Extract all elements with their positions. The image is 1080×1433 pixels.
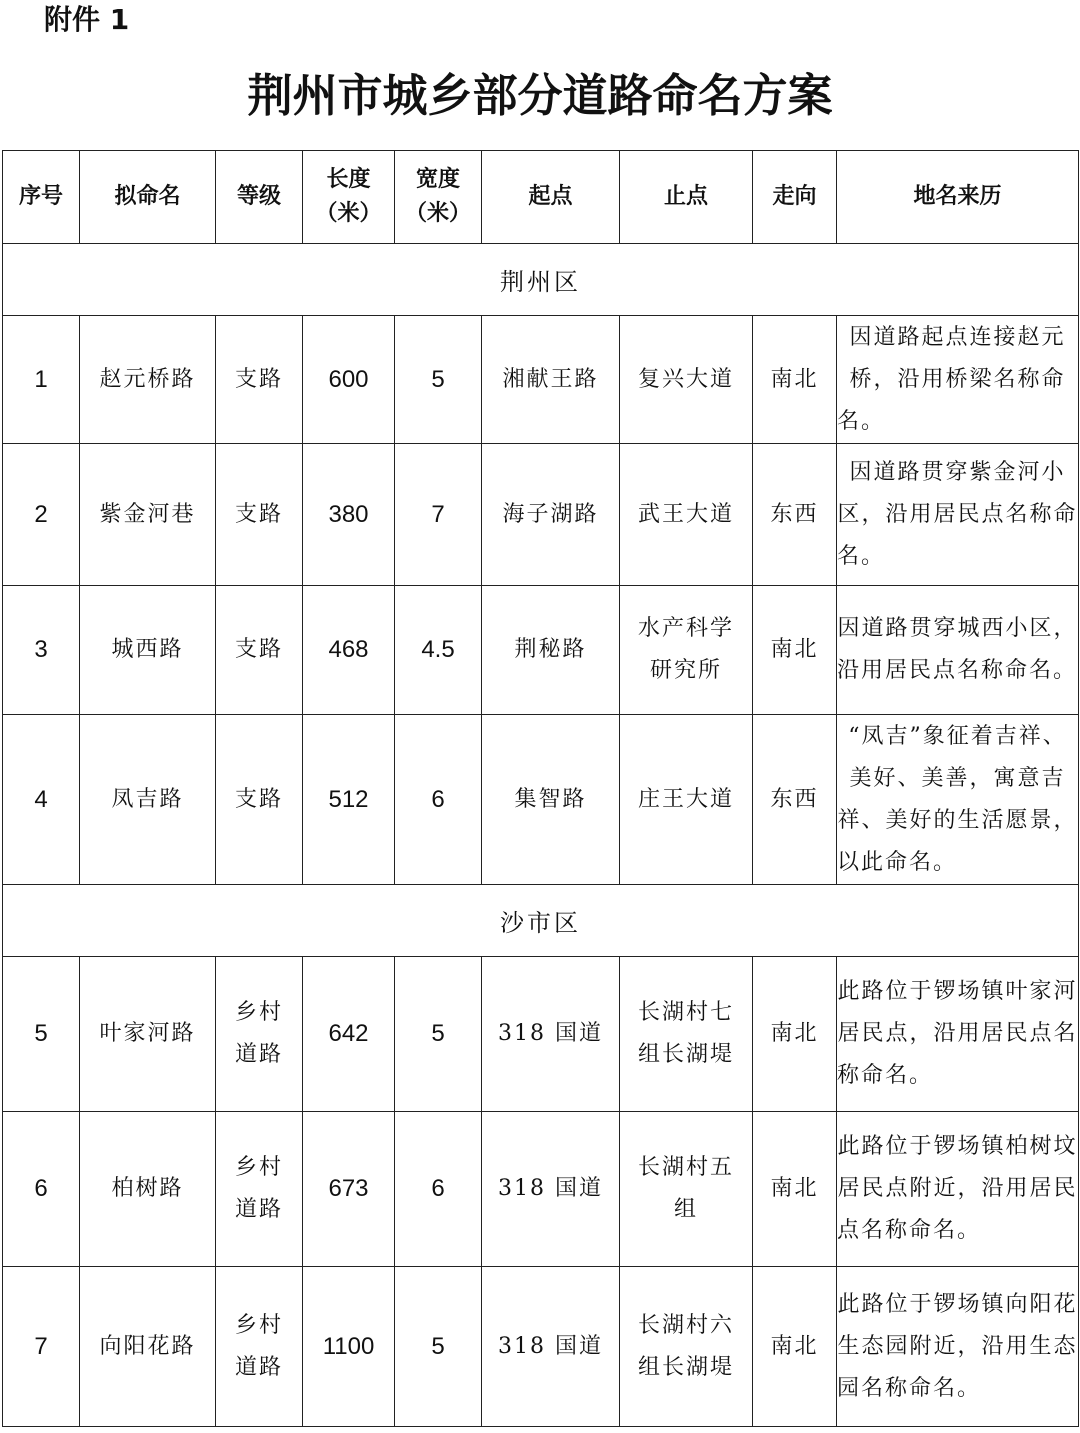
cell-start: 湘献王路 — [482, 316, 620, 444]
cell-start: 荆秘路 — [482, 586, 620, 715]
region-row — [3, 244, 1079, 316]
cell-end-line: 水产科学 — [637, 616, 734, 641]
cell-end-line: 组 — [673, 1197, 698, 1222]
cell-direction: 南北 — [753, 1112, 837, 1267]
cell-length: 673 — [303, 1112, 395, 1267]
cell-length: 512 — [303, 715, 395, 885]
cell-end — [620, 957, 753, 1112]
road-naming-table — [2, 150, 1079, 1427]
cell-length: 600 — [303, 316, 395, 444]
cell-grade-line: 道路 — [234, 1197, 283, 1222]
cell-end — [620, 586, 753, 715]
cell-grade — [216, 715, 303, 885]
region-name: 沙市区 — [3, 885, 1079, 957]
cell-start: 集智路 — [482, 715, 620, 885]
cell-start: 海子湖路 — [482, 444, 620, 586]
header-length-unit: （米） — [315, 201, 382, 226]
header-direction: 走向 — [753, 151, 837, 244]
cell-seq: 1 — [3, 316, 80, 444]
header-grade: 等级 — [216, 151, 303, 244]
table-row — [3, 586, 1079, 715]
cell-history: “凤吉”象征着吉祥、美好、美善，寓意吉祥、美好的生活愿景，以此命名。 — [837, 715, 1079, 885]
cell-start: 318 国道 — [482, 957, 620, 1112]
cell-end-line: 长湖村五 — [637, 1155, 734, 1180]
header-row — [3, 151, 1079, 244]
cell-grade — [216, 316, 303, 444]
cell-grade-line: 支路 — [234, 786, 283, 812]
cell-grade-line: 支路 — [234, 637, 283, 662]
cell-width: 5 — [395, 316, 482, 444]
cell-direction: 东西 — [753, 715, 837, 885]
cell-width: 4.5 — [395, 586, 482, 715]
table-row — [3, 1112, 1079, 1267]
cell-length: 1100 — [303, 1267, 395, 1427]
cell-grade-line: 乡村 — [234, 1000, 283, 1025]
cell-seq: 2 — [3, 444, 80, 586]
cell-history: 此路位于锣场镇叶家河居民点，沿用居民点名称命名。 — [837, 957, 1079, 1112]
cell-width: 6 — [395, 1112, 482, 1267]
cell-end — [620, 715, 753, 885]
cell-direction: 南北 — [753, 957, 837, 1112]
cell-name: 柏树路 — [80, 1112, 216, 1267]
region-name: 荆州区 — [3, 244, 1079, 316]
cell-end — [620, 316, 753, 444]
cell-seq: 6 — [3, 1112, 80, 1267]
cell-name: 叶家河路 — [80, 957, 216, 1112]
cell-seq: 5 — [3, 957, 80, 1112]
header-history: 地名来历 — [837, 151, 1079, 244]
cell-direction: 东西 — [753, 444, 837, 586]
cell-end-line: 研究所 — [649, 658, 722, 683]
cell-seq: 3 — [3, 586, 80, 715]
cell-name: 紫金河巷 — [80, 444, 216, 586]
cell-grade-line: 道路 — [234, 1354, 283, 1380]
table-row — [3, 715, 1079, 885]
cell-grade — [216, 1267, 303, 1427]
header-start: 起点 — [482, 151, 620, 244]
header-width-unit: （米） — [404, 201, 471, 226]
cell-start: 318 国道 — [482, 1267, 620, 1427]
cell-start: 318 国道 — [482, 1112, 620, 1267]
cell-end — [620, 1267, 753, 1427]
cell-direction: 南北 — [753, 586, 837, 715]
cell-grade — [216, 586, 303, 715]
header-length-label: 长度 — [326, 167, 371, 192]
cell-grade-line: 支路 — [234, 501, 283, 527]
cell-history: 因道路贯穿城西小区，沿用居民点名称命名。 — [837, 586, 1079, 715]
cell-end-line: 复兴大道 — [637, 366, 734, 392]
table-body — [3, 244, 1079, 1427]
cell-width: 5 — [395, 957, 482, 1112]
header-end: 止点 — [620, 151, 753, 244]
cell-grade-line: 支路 — [234, 366, 283, 392]
cell-direction: 南北 — [753, 316, 837, 444]
cell-history: 此路位于锣场镇向阳花生态园附近，沿用生态园名称命名。 — [837, 1267, 1079, 1427]
header-width-label: 宽度 — [415, 167, 460, 192]
cell-grade-line: 乡村 — [234, 1312, 283, 1338]
cell-end-line: 长湖村七 — [637, 1000, 734, 1025]
cell-grade — [216, 1112, 303, 1267]
cell-end-line: 长湖村六 — [637, 1312, 734, 1338]
cell-end-line: 组长湖堤 — [637, 1354, 734, 1380]
cell-name: 凤吉路 — [80, 715, 216, 885]
cell-direction: 南北 — [753, 1267, 837, 1427]
table-row — [3, 957, 1079, 1112]
cell-end — [620, 1112, 753, 1267]
cell-grade — [216, 444, 303, 586]
cell-end-line: 武王大道 — [637, 501, 734, 527]
cell-seq: 4 — [3, 715, 80, 885]
cell-name: 赵元桥路 — [80, 316, 216, 444]
cell-history: 此路位于锣场镇柏树坟居民点附近，沿用居民点名称命名。 — [837, 1112, 1079, 1267]
table-row — [3, 1267, 1079, 1427]
cell-history: 因道路起点连接赵元桥，沿用桥梁名称命名。 — [837, 316, 1079, 444]
cell-name: 向阳花路 — [80, 1267, 216, 1427]
cell-width: 7 — [395, 444, 482, 586]
cell-grade-line: 乡村 — [234, 1155, 283, 1180]
cell-width: 5 — [395, 1267, 482, 1427]
table-row — [3, 444, 1079, 586]
cell-grade — [216, 957, 303, 1112]
region-row — [3, 885, 1079, 957]
cell-end — [620, 444, 753, 586]
cell-length: 468 — [303, 586, 395, 715]
cell-width: 6 — [395, 715, 482, 885]
cell-end-line: 组长湖堤 — [637, 1042, 734, 1067]
cell-history: 因道路贯穿紫金河小区，沿用居民点名称命名。 — [837, 444, 1079, 586]
header-seq: 序号 — [3, 151, 80, 244]
cell-grade-line: 道路 — [234, 1042, 283, 1067]
annex-label: 附件 1 — [44, 3, 130, 36]
cell-seq: 7 — [3, 1267, 80, 1427]
page-title: 荆州市城乡部分道路命名方案 — [247, 69, 833, 122]
table-row — [3, 316, 1079, 444]
header-length — [303, 151, 395, 244]
header-name: 拟命名 — [80, 151, 216, 244]
cell-length: 380 — [303, 444, 395, 586]
header-width — [395, 151, 482, 244]
cell-name: 城西路 — [80, 586, 216, 715]
cell-length: 642 — [303, 957, 395, 1112]
cell-end-line: 庄王大道 — [637, 786, 734, 812]
